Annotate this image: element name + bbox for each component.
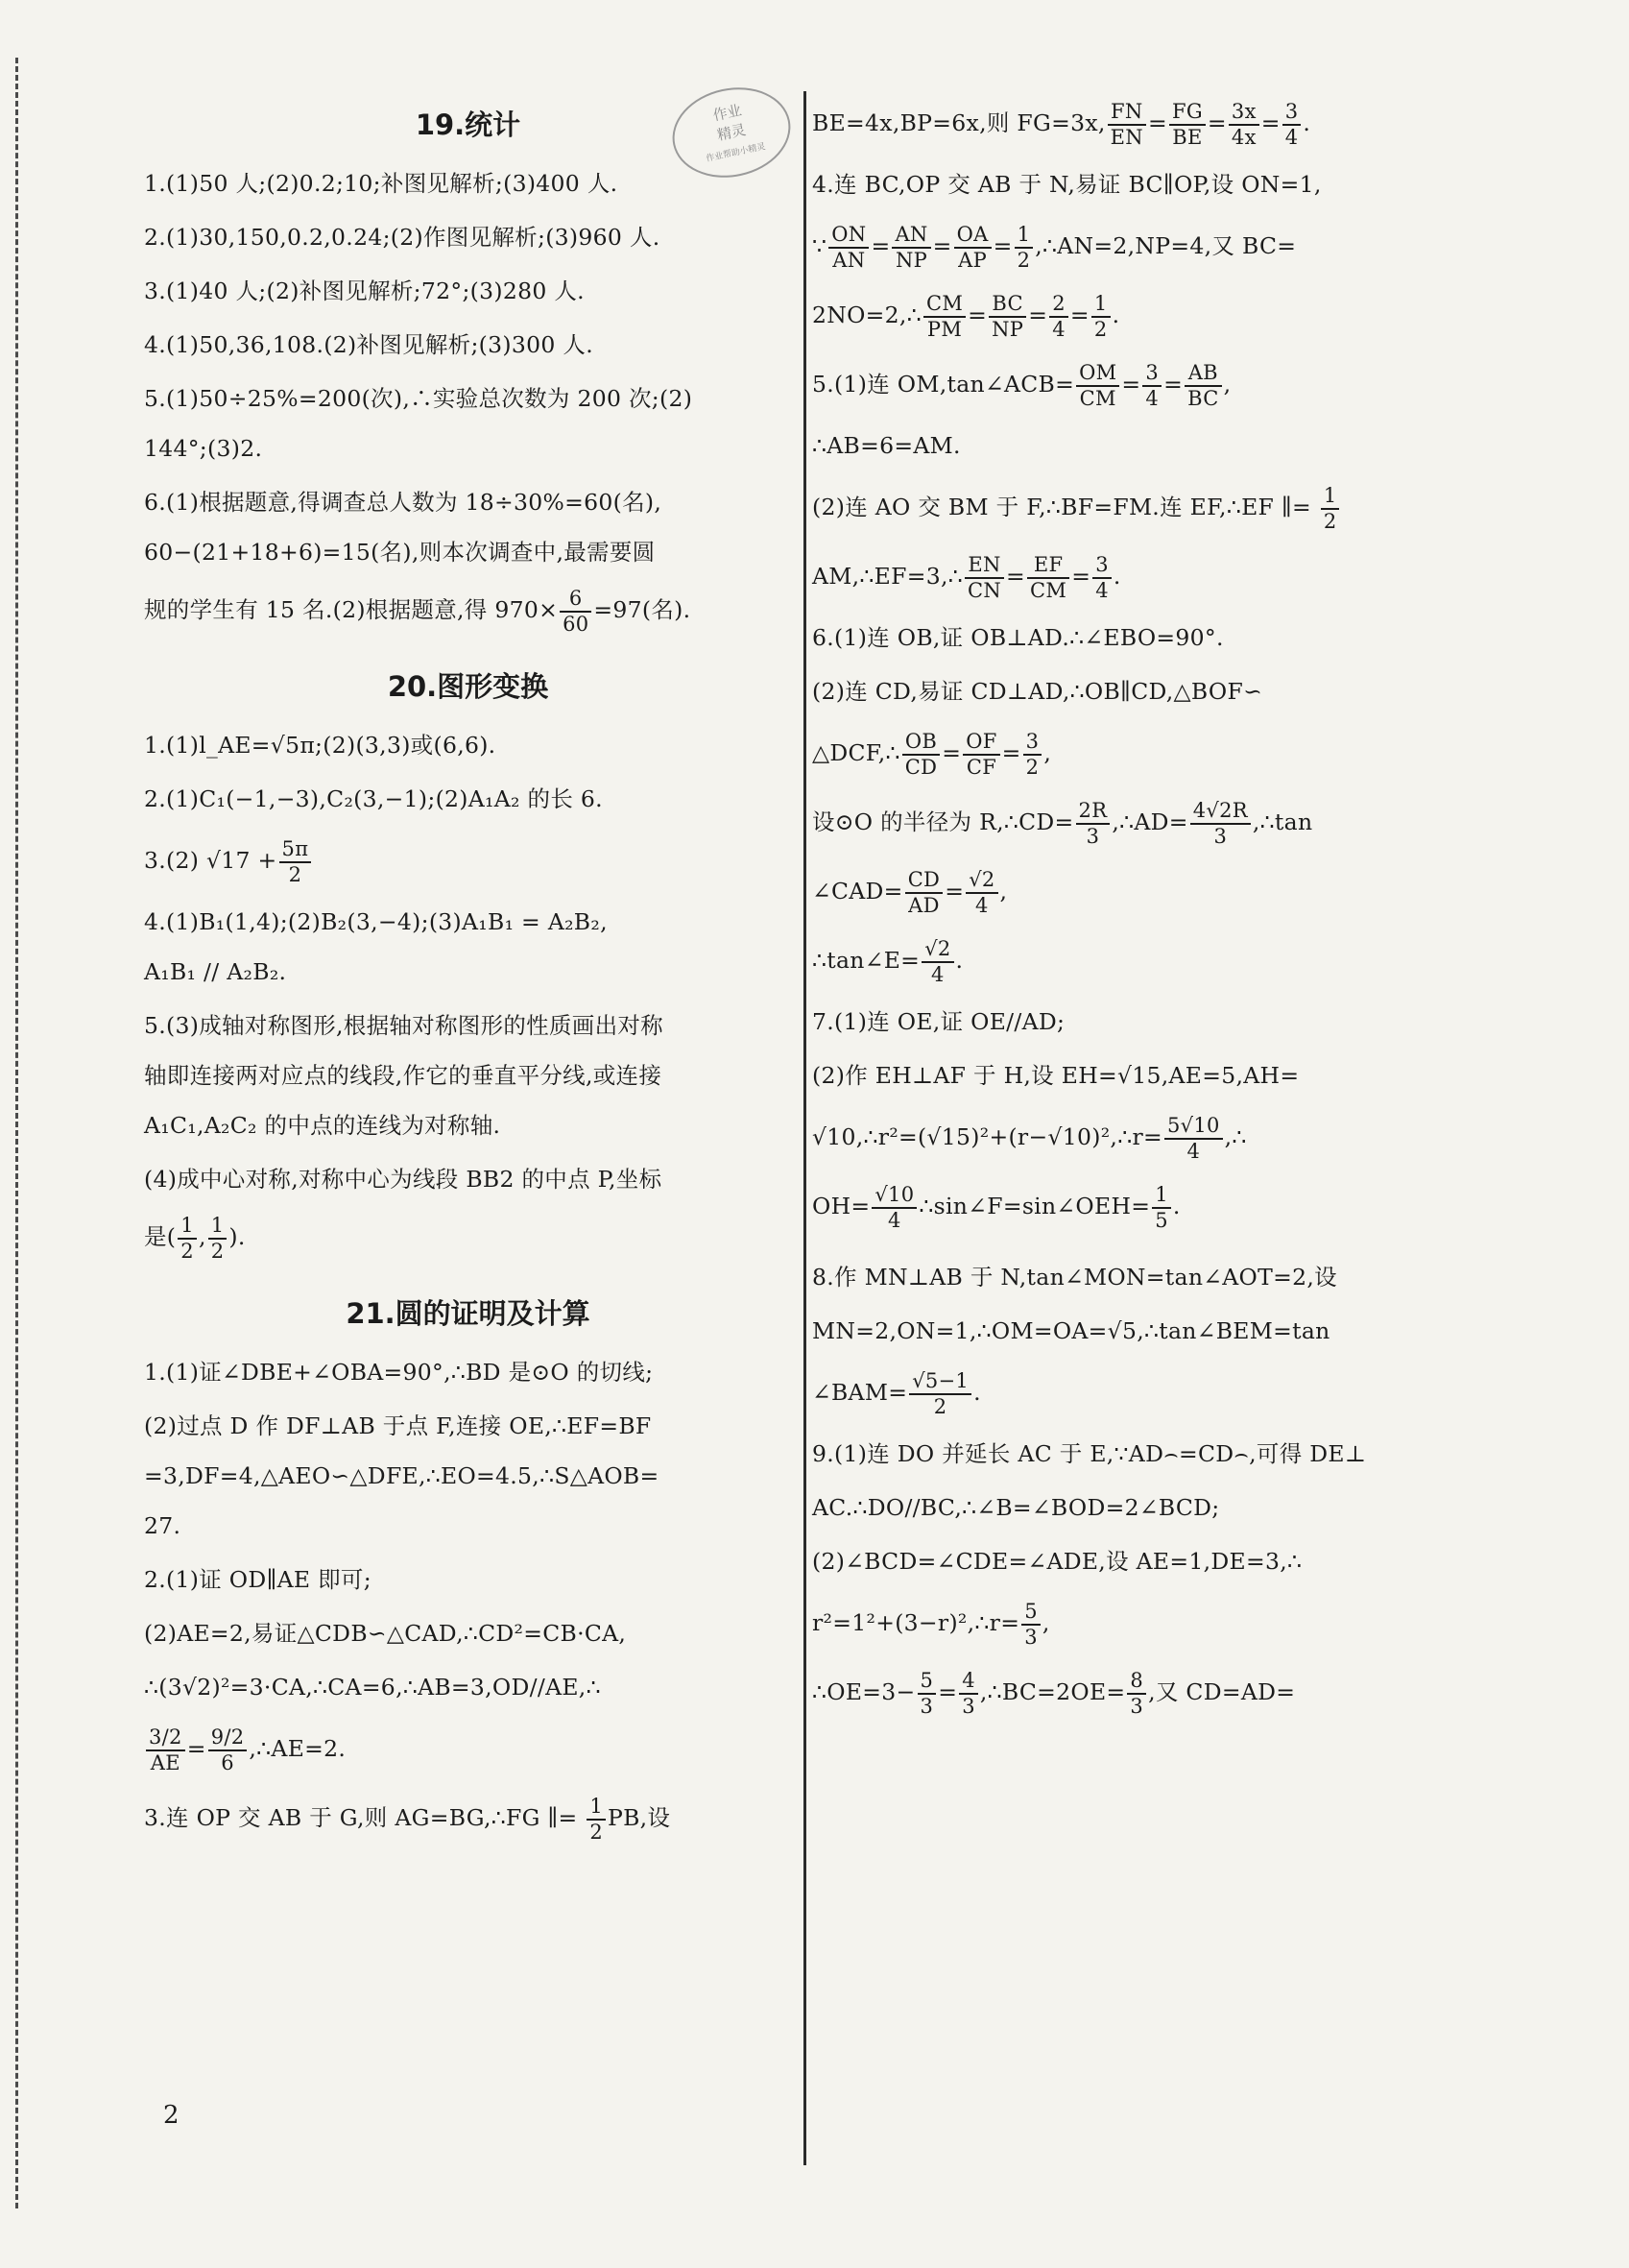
answer-line: 144°;(3)2.: [144, 435, 263, 462]
fraction: [989, 292, 1026, 340]
text: ,: [1042, 1609, 1050, 1636]
numerator: CM: [923, 292, 966, 317]
answer-line: 2.(1)30,150,0.2,0.24;(2)作图见解析;(3)960 人.: [144, 224, 660, 251]
answer-line: ∴AB=6=AM.: [812, 432, 961, 459]
text: ,: [1223, 371, 1232, 398]
denominator: 6: [221, 1750, 234, 1774]
fraction-chain: [900, 730, 1044, 779]
denominator: 4x: [1231, 125, 1257, 149]
answer-line: 2.(1)证 OD∥AE 即可;: [144, 1566, 371, 1593]
text: ∴OE=3−: [812, 1678, 916, 1705]
answer-line: 9.(1)连 DO 并延长 AC 于 E,∵AD⌢=CD⌢,可得 DE⊥: [812, 1440, 1367, 1467]
text: ∴sin∠F=sin∠OEH=: [919, 1193, 1151, 1219]
equals-sign: =: [993, 232, 1013, 259]
numerator: 1: [178, 1214, 197, 1239]
denominator: CM: [1079, 386, 1116, 410]
denominator: 4: [975, 893, 989, 917]
equals-sign: =: [1207, 109, 1227, 136]
equals-sign: =: [871, 232, 891, 259]
numerator: ON: [828, 223, 869, 248]
text: 3.连 OP 交 AB 于 G,则 AG=BG,∴FG ∥=: [144, 1804, 586, 1831]
answer-line: =3,DF=4,△AEO∽△DFE,∴EO=4.5,∴S△AOB=: [144, 1462, 659, 1489]
denominator: AP: [958, 248, 988, 272]
text: (2)连 AO 交 BM 于 F,∴BF=FM.连 EF,∴EF ∥=: [812, 494, 1319, 520]
numerator: 9/2: [208, 1725, 248, 1750]
denominator: 2: [1093, 317, 1108, 341]
numerator: OM: [1076, 361, 1119, 386]
answer-line: 4.连 BC,OP 交 AB 于 N,易证 BC∥OP,设 ON=1,: [812, 171, 1322, 198]
answer-line: ∴(3√2)²=3·CA,∴CA=6,∴AB=3,OD//AE,∴: [144, 1674, 601, 1701]
denominator: 3: [1130, 1694, 1144, 1718]
stamp-line2: 精灵: [715, 121, 748, 144]
numerator: OA: [954, 223, 992, 248]
fraction: [905, 868, 944, 916]
fraction: [1023, 730, 1042, 778]
fraction: [1152, 1183, 1171, 1231]
fraction: [1091, 292, 1111, 340]
denominator: 2: [589, 1820, 603, 1844]
denominator: 3: [1213, 824, 1228, 848]
numerator: 3: [1142, 361, 1162, 386]
denominator: 60: [563, 612, 589, 636]
fraction: [1185, 361, 1222, 409]
text: .: [1113, 563, 1121, 590]
equals-sign: =: [1028, 302, 1048, 328]
stamp-line1: 作业: [711, 101, 744, 125]
text: ∴tan∠E=: [812, 947, 921, 974]
equals-sign: =: [1147, 109, 1167, 136]
text: OH=: [812, 1193, 871, 1219]
numerator: 5π: [279, 837, 312, 862]
numerator: OF: [963, 730, 999, 755]
denominator: 4: [888, 1208, 901, 1232]
fraction: [178, 1214, 197, 1262]
numerator: 1: [587, 1795, 606, 1820]
fraction-chain: [826, 223, 1035, 272]
answer-line: [812, 219, 1465, 273]
fraction: [208, 1725, 248, 1773]
equals-sign: =: [968, 302, 988, 328]
answer-line: [812, 1179, 1465, 1233]
fraction: [954, 223, 992, 271]
page-number: 2: [163, 2101, 180, 2130]
answer-line: 5.(3)成轴对称图形,根据轴对称图形的性质画出对称: [144, 1012, 663, 1039]
answer-line: [144, 833, 792, 887]
text: 是(: [144, 1223, 177, 1250]
right-column: [812, 96, 1465, 1734]
equals-sign: =: [1163, 371, 1184, 398]
text: 2NO=2,∴: [812, 302, 922, 328]
denominator: 3: [962, 1694, 975, 1718]
denominator: BC: [1187, 386, 1219, 410]
denominator: CM: [1030, 578, 1067, 602]
text: ).: [228, 1223, 246, 1250]
numerator: 3: [1282, 100, 1302, 125]
fraction: [965, 553, 1004, 601]
numerator: FN: [1108, 100, 1146, 125]
answer-line: 60−(21+18+6)=15(名),则本次调查中,最需要圆: [144, 539, 656, 566]
numerator: EF: [1027, 553, 1069, 578]
answer-line: [812, 795, 1465, 849]
answer-line: [144, 583, 792, 637]
fraction: [208, 1214, 228, 1262]
denominator: 4: [931, 962, 945, 986]
numerator: 5: [918, 1669, 937, 1694]
text: .: [973, 1379, 981, 1406]
numerator: 3: [1092, 553, 1112, 578]
equals-sign: =: [942, 739, 962, 766]
answer-line: [812, 357, 1465, 411]
answer-line: 3.(1)40 人;(2)补图见解析;72°;(3)280 人.: [144, 277, 585, 304]
text: .: [1303, 109, 1311, 136]
text: .: [955, 947, 964, 974]
text: .: [1172, 1193, 1181, 1219]
fraction: [1027, 553, 1069, 601]
denominator: 4: [1186, 1139, 1201, 1163]
denominator: 2: [1323, 509, 1337, 533]
answer-line: 2.(1)C₁(−1,−3),C₂(3,−1);(2)A₁A₂ 的长 6.: [144, 785, 603, 812]
text: ,又 CD=AD=: [1148, 1678, 1296, 1705]
section-title-transform: 20.图形变换: [387, 670, 549, 703]
text: ,∴: [1224, 1123, 1247, 1150]
denominator: 4: [1145, 386, 1160, 410]
text: △DCF,∴: [812, 739, 900, 766]
answer-line: [812, 288, 1465, 342]
answer-line: [144, 1722, 792, 1775]
answer-line: (2)连 CD,易证 CD⊥AD,∴OB∥CD,△BOF∽: [812, 678, 1263, 705]
answer-line: [812, 1365, 1465, 1419]
equals-sign: =: [1069, 302, 1090, 328]
answer-line: [812, 1596, 1465, 1650]
denominator: 2: [1017, 248, 1031, 272]
numerator: 8: [1127, 1669, 1146, 1694]
denominator: EN: [1110, 125, 1143, 149]
fraction: [1092, 553, 1112, 601]
text: ∠BAM=: [812, 1379, 908, 1406]
numerator: EN: [965, 553, 1004, 578]
answer-line: 1.(1)50 人;(2)0.2;10;补图见解析;(3)400 人.: [144, 170, 618, 197]
stamp-line3: 作业帮助小精灵: [705, 142, 767, 164]
denominator: 2: [210, 1239, 225, 1263]
left-column: [144, 96, 792, 1860]
answer-line: [812, 96, 1465, 150]
fraction: [872, 1183, 917, 1231]
text: √10,∴r²=(√15)²+(r−√10)²,∴r=: [812, 1123, 1162, 1150]
text: AM,∴EF=3,∴: [812, 563, 963, 590]
denominator: AN: [832, 248, 866, 272]
denominator: CD: [904, 755, 938, 779]
fraction: [1190, 799, 1251, 847]
text: 5.(1)连 OM,tan∠ACB=: [812, 371, 1075, 398]
equals-sign: =: [1071, 563, 1091, 590]
answer-line: 6.(1)连 OB,证 OB⊥AD.∴∠EBO=90°.: [812, 624, 1224, 651]
fraction: [966, 868, 997, 916]
numerator: OB: [902, 730, 941, 755]
numerator: BC: [989, 292, 1026, 317]
text: ,∴BC=2OE=: [979, 1678, 1126, 1705]
numerator: 2R: [1076, 799, 1111, 824]
binding-margin-rule: [15, 58, 18, 2208]
equals-sign: =: [1260, 109, 1281, 136]
answer-line: (2)AE=2,易证△CDB∽△CAD,∴CD²=CB·CA,: [144, 1620, 627, 1647]
text: =: [938, 1678, 958, 1705]
fraction: [587, 1795, 606, 1843]
denominator: 4: [1095, 578, 1109, 602]
answer-line: 1.(1)证∠DBE+∠OBA=90°,∴BD 是⊙O 的切线;: [144, 1359, 654, 1386]
denominator: AE: [150, 1750, 180, 1774]
fraction-chain: [903, 868, 1000, 917]
numerator: 1: [1091, 292, 1111, 317]
answer-line: 4.(1)50,36,108.(2)补图见解析;(3)300 人.: [144, 331, 593, 358]
text: ,: [999, 878, 1008, 905]
answer-line: 7.(1)连 OE,证 OE//AD;: [812, 1008, 1066, 1035]
fraction: [828, 223, 869, 271]
numerator: 1: [1015, 223, 1034, 248]
text: =97(名).: [593, 596, 691, 623]
answer-line: AC.∴DO//BC,∴∠B=∠BOD=2∠BCD;: [812, 1494, 1220, 1521]
fraction: [1127, 1669, 1146, 1717]
answer-line: [812, 549, 1465, 603]
fraction: [1282, 100, 1302, 148]
answer-line: [812, 864, 1465, 918]
fraction: [1164, 1114, 1223, 1162]
answer-line: (2)作 EH⊥AF 于 H,设 EH=√15,AE=5,AH=: [812, 1062, 1300, 1089]
fraction: [1169, 100, 1206, 148]
answer-line: 27.: [144, 1512, 181, 1539]
numerator: 3x: [1229, 100, 1259, 125]
answer-line: (4)成中心对称,对称中心为线段 BB2 的中点 P,坐标: [144, 1166, 662, 1193]
fraction-chain: [963, 553, 1114, 602]
numerator: FG: [1169, 100, 1206, 125]
fraction: [1049, 292, 1068, 340]
text: ,∴tan: [1252, 808, 1313, 835]
denominator: 5: [1155, 1208, 1168, 1232]
fraction: [1108, 100, 1146, 148]
answer-line: [144, 1791, 792, 1845]
denominator: 3: [920, 1694, 934, 1718]
numerator: √5−1: [909, 1369, 971, 1394]
fraction: [922, 937, 953, 985]
answer-line: A₁B₁ // A₂B₂.: [144, 958, 287, 985]
equals-sign: =: [932, 232, 952, 259]
answer-line: (2)过点 D 作 DF⊥AB 于点 F,连接 OE,∴EF=BF: [144, 1412, 652, 1439]
numerator: 3: [1023, 730, 1042, 755]
text: 3.(2) √17 +: [144, 847, 277, 874]
numerator: √10: [872, 1183, 917, 1208]
text: 设⊙O 的半径为 R,∴CD=: [812, 808, 1074, 835]
text: ∵: [812, 232, 827, 259]
answer-line: (2)∠BCD=∠CDE=∠ADE,设 AE=1,DE=3,∴: [812, 1548, 1303, 1575]
answer-line: [144, 1210, 792, 1264]
text: PB,设: [608, 1804, 671, 1831]
answer-line: [812, 480, 1465, 534]
equals-sign: =: [1121, 371, 1141, 398]
text: ,∴AN=2,NP=4,又 BC=: [1035, 232, 1297, 259]
answer-line: 8.作 MN⊥AB 于 N,tan∠MON=tan∠AOT=2,设: [812, 1264, 1337, 1291]
column-divider: [803, 91, 806, 2165]
numerator: 1: [208, 1214, 228, 1239]
numerator: 4√2R: [1190, 799, 1251, 824]
answer-line: [812, 726, 1465, 780]
fraction: [1076, 361, 1119, 409]
text: BE=4x,BP=6x,则 FG=3x,: [812, 109, 1106, 136]
equals-sign: =: [1001, 739, 1021, 766]
denominator: 3: [1086, 824, 1100, 848]
text: 规的学生有 15 名.(2)根据题意,得 970×: [144, 596, 559, 623]
fraction: [909, 1369, 971, 1417]
answer-line: [812, 1110, 1465, 1164]
numerator: 1: [1321, 484, 1340, 509]
fraction-chain: [922, 292, 1113, 341]
fraction: [1142, 361, 1162, 409]
denominator: CN: [967, 578, 1002, 602]
denominator: CF: [966, 755, 997, 779]
fraction: [279, 837, 312, 885]
denominator: PM: [926, 317, 963, 341]
numerator: √2: [966, 868, 997, 893]
text: ,∴AD=: [1112, 808, 1188, 835]
fraction: [1076, 799, 1111, 847]
answer-line: A₁C₁,A₂C₂ 的中点的连线为对称轴.: [144, 1112, 501, 1139]
denominator: AD: [908, 893, 940, 917]
answer-line: 4.(1)B₁(1,4);(2)B₂(3,−4);(3)A₁B₁ = A₂B₂,: [144, 908, 608, 935]
numerator: 2: [1049, 292, 1068, 317]
denominator: 2: [933, 1394, 947, 1418]
fraction: [923, 292, 966, 340]
section-title-circle: 21.圆的证明及计算: [346, 1297, 590, 1330]
fraction: [902, 730, 941, 778]
fraction-chain: [1106, 100, 1304, 149]
text: ,: [198, 1223, 206, 1250]
answer-line: 1.(1)l_AE=√5π;(2)(3,3)或(6,6).: [144, 732, 496, 759]
fraction: [892, 223, 930, 271]
answer-line: 6.(1)根据题意,得调查总人数为 18÷30%=60(名),: [144, 489, 662, 516]
denominator: 2: [288, 862, 302, 886]
fraction: [918, 1669, 937, 1717]
answer-line: [812, 1665, 1465, 1719]
fraction: [1015, 223, 1034, 271]
denominator: 4: [1052, 317, 1066, 341]
section-title-statistics: 19.统计: [415, 109, 521, 141]
answer-line: 5.(1)50÷25%=200(次),∴实验总次数为 200 次;(2): [144, 385, 693, 412]
numerator: AB: [1185, 361, 1222, 386]
equals-sign: =: [945, 878, 965, 905]
numerator: √2: [922, 937, 953, 962]
denominator: BE: [1172, 125, 1203, 149]
numerator: 4: [959, 1669, 978, 1694]
numerator: CD: [905, 868, 944, 893]
numerator: 5: [1021, 1600, 1041, 1625]
text: .: [1112, 302, 1120, 328]
text: ,: [1043, 739, 1052, 766]
answer-line: 轴即连接两对应点的线段,作它的垂直平分线,或连接: [144, 1062, 662, 1089]
fraction: [1229, 100, 1259, 148]
denominator: 2: [180, 1239, 194, 1263]
fraction: [560, 587, 591, 635]
text: =: [186, 1735, 206, 1762]
fraction: [959, 1669, 978, 1717]
numerator: 6: [560, 587, 591, 612]
numerator: 3/2: [146, 1725, 185, 1750]
answer-line: [812, 933, 1465, 987]
fraction: [963, 730, 999, 778]
denominator: 2: [1025, 755, 1040, 779]
answer-line: MN=2,ON=1,∴OM=OA=√5,∴tan∠BEM=tan: [812, 1317, 1330, 1344]
fraction: [1021, 1600, 1041, 1648]
fraction-chain: [1074, 361, 1224, 410]
denominator: NP: [895, 248, 928, 272]
numerator: AN: [892, 223, 930, 248]
text: r²=1²+(3−r)²,∴r=: [812, 1609, 1020, 1636]
fraction: [146, 1725, 185, 1773]
denominator: NP: [992, 317, 1024, 341]
equals-sign: =: [1006, 563, 1026, 590]
text: ,∴AE=2.: [249, 1735, 347, 1762]
denominator: 4: [1284, 125, 1299, 149]
numerator: 5√10: [1164, 1114, 1223, 1139]
text: ∠CAD=: [812, 878, 903, 905]
denominator: 3: [1024, 1625, 1038, 1649]
fraction: [1321, 484, 1340, 532]
numerator: 1: [1152, 1183, 1171, 1208]
